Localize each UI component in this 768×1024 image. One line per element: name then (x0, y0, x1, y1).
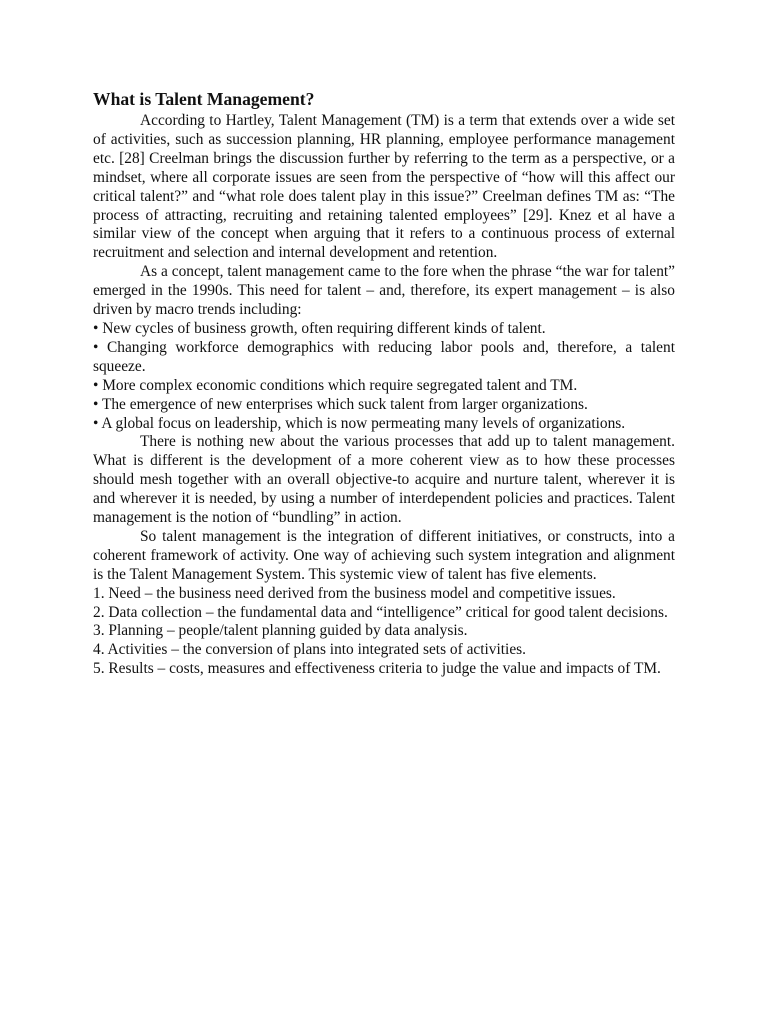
element-item: 3. Planning – people/talent planning guided by data analysis. (93, 622, 468, 640)
paragraph-integration: So talent management is the integration of different initiatives, or constructs, into a coherent framework of activity. One way of achieving such system integration and alignment is the Talent Management System. This systemic view of talent has five elements. (93, 527, 675, 583)
trend-item: • A global focus on leadership, which is now permeating many levels of organizations. (93, 414, 626, 432)
paragraph-definition: According to Hartley, Talent Management (TM) is a term that extends over a wide set of activities, such as succession planning, HR planning, employee performance management etc. [28] Creelman brings the discussion further by referring to the term as a perspective, or a mindset, where all corporate issues are seen from the perspective of “how will this affect our critical talent?” and “what role does talent play in this issue?” Creelman defines TM as: “The process of attracting, recruiting and retaining talented employees” [29]. Knez et al have a similar view of the concept when arguing that it refers to a continuous process of external recruitment and selection and internal development and retention. (93, 112, 675, 262)
trend-item: • New cycles of business growth, often requiring different kinds of talent. (93, 319, 546, 337)
document-page (93, 88, 675, 679)
elements-list (93, 585, 675, 680)
document-title: What is Talent Management? (93, 89, 315, 109)
trend-item: • More complex economic conditions which require segregated talent and TM. (93, 376, 578, 394)
trend-item: • Changing workforce demographics with reducing labor pools and, therefore, a talent squeeze. (93, 338, 675, 375)
element-item: 5. Results – costs, measures and effectiveness criteria to judge the value and impacts of TM. (93, 660, 661, 678)
element-item: 4. Activities – the conversion of plans into integrated sets of activities. (93, 641, 526, 659)
paragraph-processes: There is nothing new about the various processes that add up to talent management. What is different is the development of a more coherent view as to how these processes should mesh together with an overall objective-to acquire and nurture talent, wherever it is and wherever it is needed, by using a number of interdependent policies and practices. Talent management is the notion of “bundling” in action. (93, 433, 675, 527)
element-item: 2. Data collection – the fundamental data and “intelligence” critical for good talent decisions. (93, 603, 668, 621)
trends-list (93, 320, 675, 433)
trend-item: • The emergence of new enterprises which suck talent from larger organizations. (93, 395, 588, 413)
paragraph-war-for-talent: As a concept, talent management came to the fore when the phrase “the war for talent” emerged in the 1990s. This need for talent – and, therefore, its expert management – is also driven by macro trends including: (93, 263, 675, 319)
element-item: 1. Need – the business need derived from the business model and competitive issues. (93, 584, 616, 602)
